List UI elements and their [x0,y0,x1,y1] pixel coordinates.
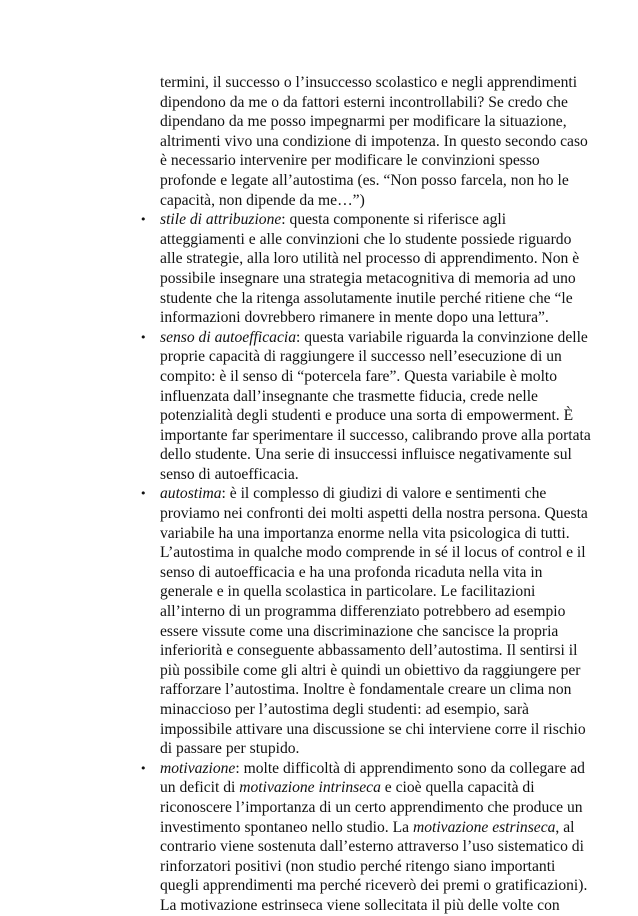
text-line: dipendono da me o da fattori esterni incontrollabili? Se credo che [160,93,568,111]
text-line [140,759,585,779]
text-line: influenzata dall’insegnante che trasmette fiducia, crede nelle [160,387,538,405]
text-line: all’interno di un programma differenziato potrebbero ad esempio [160,603,566,621]
bullet-text: : molte difficoltà di apprendimento sono da collegare ad [235,759,585,777]
text-line: studente che la ritenga assolutamente inutile perché ritiene che “le [160,289,573,307]
text-line: profonde e legate all’autostima (es. “Non posso farcela, non ho le [160,171,569,189]
emphasized-term: motivazione estrinseca [412,818,556,836]
text-line: di passare per stupido. [160,740,300,758]
intro-paragraph [160,73,588,210]
text-line: minaccioso per l’autostima degli studenti: ad esempio, sarà [160,701,529,718]
text-segment: e cioè quella capacità di [380,779,535,797]
text-line: variabile ha una importanza enorme nella vita psicologica di tutti. [160,524,570,542]
text-line [160,778,580,798]
text-line: alle strategie, alla loro utilità nel processo di apprendimento. Non è [160,250,580,268]
bullet-icon: • [140,330,147,344]
emphasized-term: motivazione intrinseca [239,779,381,797]
bullet-icon: • [140,761,147,775]
text-segment: un deficit di [160,779,240,797]
bullet-term: autostima [160,485,222,503]
text-line: potenzialità degli studenti e produce una sorta di empowerment. È [160,407,574,425]
text-line: compito: è il senso di “potercela fare”. Questa variabile è molto [160,367,558,385]
bullet-item-stile-di-attribuzione [140,210,580,328]
text-line: importante far sperimentare il successo, calibrando prove alla portata [160,426,591,444]
text-line: riconoscere l’importanza di un certo apprendimento che produce un [160,798,583,816]
text-line: proprie capacità di raggiungere il successo nell’esecuzione di un [160,348,562,366]
text-segment: , al [555,818,575,836]
bullet-icon: • [140,487,147,501]
bullet-item-senso-di-autoefficacia [140,328,591,485]
text-line: capacità, non dipende da me…”) [160,191,365,209]
bullet-icon: • [140,213,147,227]
bullet-term: senso di autoefficacia [160,328,296,346]
bullet-term: stile di attribuzione [160,211,282,229]
text-line: senso di autoefficacia. [160,465,299,483]
text-line: più possibile come gli altri è quindi un obiettivo da raggiungere per [160,661,581,679]
text-line [140,484,580,504]
text-line: generale e in quella scolastica in particolare. Le facilitazioni [160,583,536,601]
text-line: contrario viene sostenuta dall’esterno attraverso l’uso sistematico di [160,838,584,856]
text-line: La motivazione estrinseca viene sollecitata il più delle volte con [160,896,560,914]
text-line [160,818,580,838]
bullet-text: : questa componente si riferisce agli [281,211,507,229]
text-line: rinforzatori positivi (non studio perché ritengo siano importanti [160,857,556,875]
text-line: altrimenti vivo una condizione di impotenza. In questo secondo caso [160,132,588,150]
text-line: inferiorità e conseguente abbassamento dell’autostima. Il sentirsi il [160,642,578,660]
text-line: dipendano da me posso impegnarmi per modificare la situazione, [160,113,567,131]
bullet-item-autostima [140,484,588,758]
text-segment: investimento spontaneo nello studio. La [160,818,413,836]
text-line: essere vissute come una discriminazione che sancisce la propria [160,622,559,640]
bullet-text: : è il complesso di giudizi di valore e sentimenti che [221,485,547,503]
text-line: senso di autoefficacia e ha una profonda ricaduta nella vita in [160,563,543,581]
text-line: è necessario intervenire per modificare le convinzioni spesso [160,152,540,170]
text-line: L’autostima in qualche modo comprende in sé il locus of control e il [160,544,586,562]
text-line: impossibile attivare una discussione se chi interviene corre il rischio [160,720,586,738]
text-line [140,210,580,230]
body-text [140,73,591,916]
text-line: dello studente. Una serie di insuccessi influisce negativamente sul [160,446,572,464]
text-line: atteggiamenti e alle convinzioni che lo studente possiede riguardo [160,230,572,248]
text-line: proviamo nei confronti dei molti aspetti della nostra persona. Questa [160,505,588,523]
text-line [140,328,588,348]
text-line: possibile insegnare una strategia metacognitiva di memoria ad uno [160,269,576,287]
bullet-term: motivazione [160,759,236,777]
bullet-text: : questa variabile riguarda la convinzione delle [296,328,588,346]
text-line: informazioni dovrebbero rimanere in mente dopo una lettura”. [160,309,549,327]
text-line: termini, il successo o l’insuccesso scolastico e negli apprendimenti [160,74,578,91]
bullet-item-motivazione [140,759,588,916]
text-line: quegli apprendimenti ma perché riceverò dei premi o gratificazioni). [160,877,588,895]
text-line: rafforzare l’autostima. Inoltre è fondamentale creare un clima non [160,681,572,699]
